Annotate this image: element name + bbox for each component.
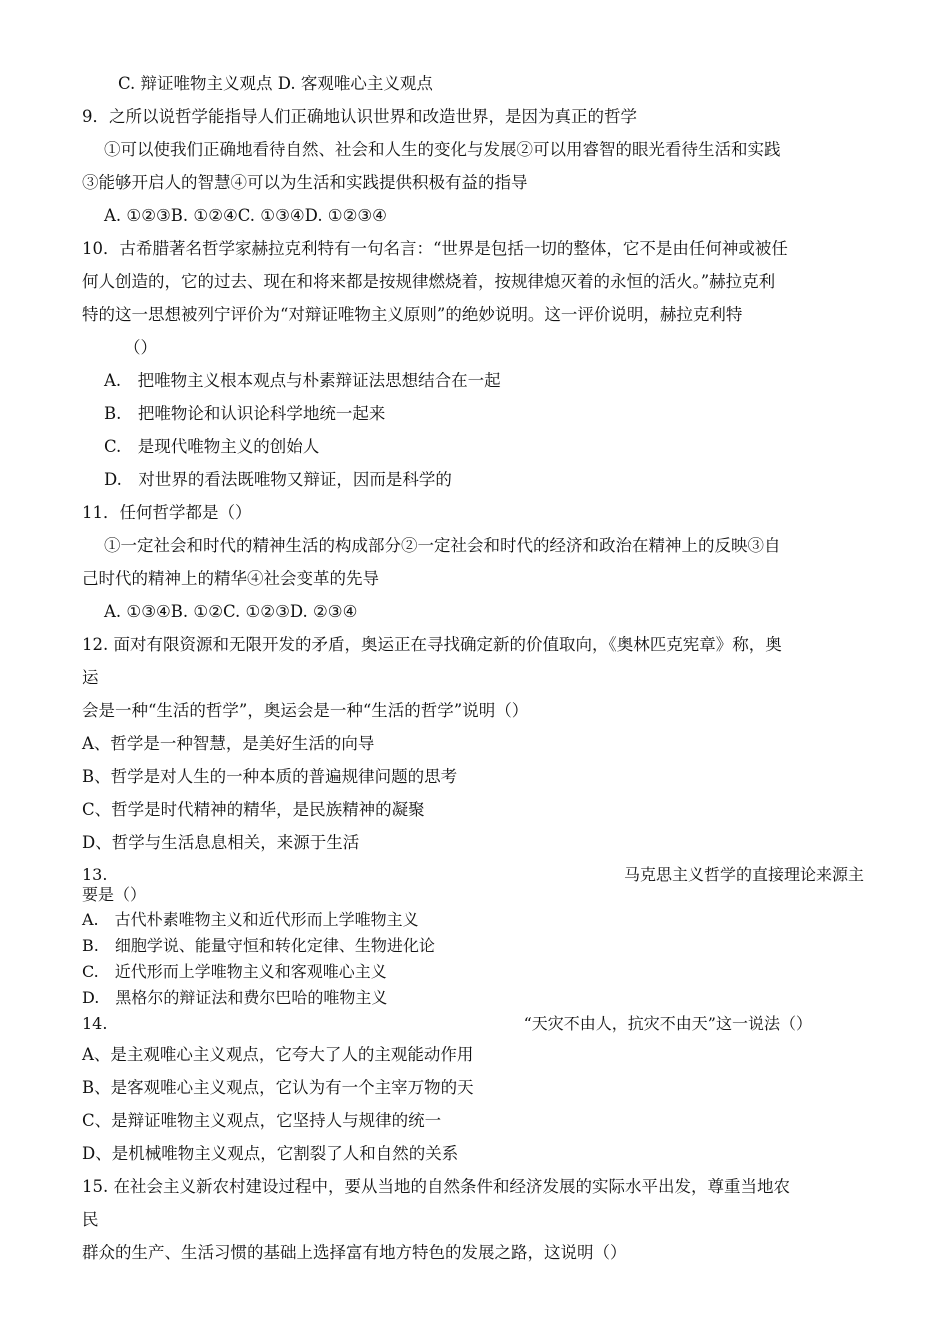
q9-statements-2: ③能够开启人的智慧④可以为生活和实践提供积极有益的指导 (82, 173, 528, 192)
q9-stem: 9．之所以说哲学能指导人们正确地认识世界和改造世界，是因为真正的哲学 (82, 107, 637, 126)
q15-stem-1: 15. 在社会主义新农村建设过程中，要从当地的自然条件和经济发展的实际水平出发，尊重当地农 (82, 1177, 790, 1196)
q14-stem: “天灾不由人，抗灾不由天”这一说法（） (523, 1014, 812, 1033)
q11-stem: 11．任何哲学都是（） (82, 503, 252, 522)
q10-option-c: C. 是现代唯物主义的创始人 (104, 437, 320, 456)
q10-option-a: A. 把唯物主义根本观点与朴素辩证法思想结合在一起 (104, 371, 501, 390)
q10-option-d: D. 对世界的看法既唯物又辩证，因而是科学的 (104, 470, 452, 489)
q13-option-a: A. 古代朴素唯物主义和近代形而上学唯物主义 (82, 910, 419, 929)
q12-option-b: B、哲学是对人生的一种本质的普遍规律问题的思考 (82, 767, 458, 786)
q11-statements-2: 己时代的精神上的精华④社会变革的先导 (82, 569, 379, 588)
q13-number: 13. (82, 865, 108, 884)
q11-statements-1: ①一定社会和时代的精神生活的构成部分②一定社会和时代的经济和政治在精神上的反映③自 (104, 536, 781, 555)
q11-options: A. ①③④B. ①②C. ①②③D. ②③④ (104, 602, 358, 621)
q15-stem-2: 民 (82, 1210, 99, 1229)
q14-option-a: A、是主观唯心主义观点，它夸大了人的主观能动作用 (82, 1045, 474, 1064)
q12-stem-2: 运 (82, 668, 99, 687)
q13-stem-1: 马克思主义哲学的直接理论来源主 (623, 865, 864, 884)
q12-option-a: A、哲学是一种智慧，是美好生活的向导 (82, 734, 375, 753)
q12-stem-1: 12. 面对有限资源和无限开发的矛盾，奥运正在寻找确定新的价值取向，《奥林匹克宪章》称，奥 (82, 635, 782, 654)
q12-option-c: C、哲学是时代精神的精华，是民族精神的凝聚 (82, 800, 425, 819)
q9-options: A. ①②③B. ①②④C. ①③④D. ①②③④ (104, 206, 387, 225)
q13-option-b: B. 细胞学说、能量守恒和转化定律、生物进化论 (82, 936, 435, 955)
q10-stem-2: 何人创造的，它的过去、现在和将来都是按规律燃烧着，按规律熄灭着的永恒的活火。”赫拉克利 (82, 272, 776, 291)
q13-option-c: C. 近代形而上学唯物主义和客观唯心主义 (82, 962, 387, 981)
q14-option-b: B、是客观唯心主义观点，它认为有一个主宰万物的天 (82, 1078, 474, 1097)
q9-statements-1: ①可以使我们正确地看待自然、社会和人生的变化与发展②可以用睿智的眼光看待生活和实践 (104, 140, 781, 159)
q13-stem-2: 要是（） (82, 885, 147, 904)
q10-blank: （） (124, 338, 157, 357)
q15-stem-3: 群众的生产、生活习惯的基础上选择富有地方特色的发展之路，这说明（） (82, 1243, 627, 1262)
q12-stem-3: 会是一种“生活的哲学”，奥运会是一种“生活的哲学”说明（） (82, 701, 529, 720)
q8-options-cd: C. 辩证唯物主义观点 D. 客观唯心主义观点 (118, 74, 433, 93)
q14-option-d: D、是机械唯物主义观点，它割裂了人和自然的关系 (82, 1144, 459, 1163)
q14-option-c: C、是辩证唯物主义观点，它坚持人与规律的统一 (82, 1111, 442, 1130)
q12-option-d: D、哲学与生活息息相关，来源于生活 (82, 833, 360, 852)
q14-number: 14. (82, 1014, 108, 1033)
q10-stem-3: 特的这一思想被列宁评价为“对辩证唯物主义原则”的绝妙说明。这一评价说明，赫拉克利特 (82, 305, 743, 324)
q10-option-b: B. 把唯物论和认识论科学地统一起来 (104, 404, 386, 423)
q10-stem-1: 10．古希腊著名哲学家赫拉克利特有一句名言：“世界是包括一切的整体，它不是由任何神或被任 (82, 239, 788, 258)
q13-option-d: D. 黑格尔的辩证法和费尔巴哈的唯物主义 (82, 988, 388, 1007)
